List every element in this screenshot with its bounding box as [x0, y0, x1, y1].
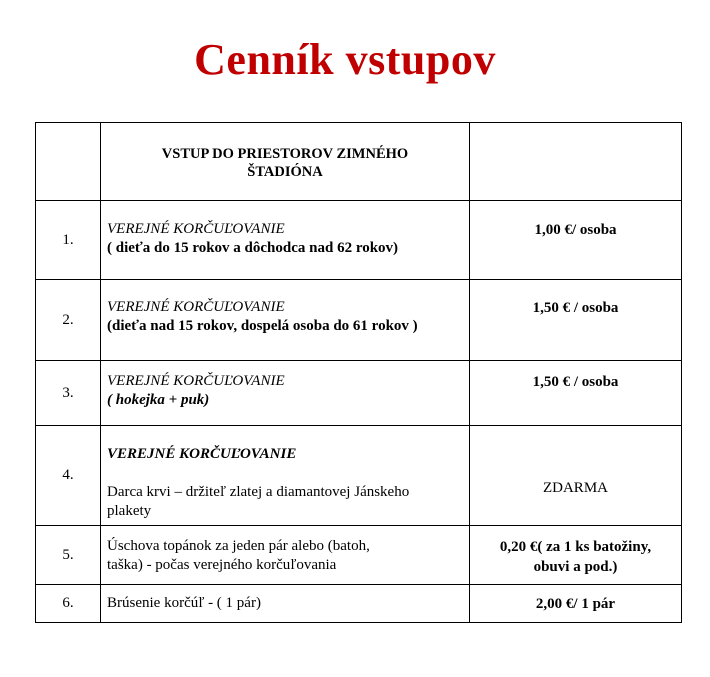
row-detail-line-1: Úschova topánok za jeden pár alebo (batoh,	[107, 538, 370, 554]
row-number: 3.	[36, 361, 101, 426]
row-detail: Brúsenie korčúľ - ( 1 pár)	[107, 595, 261, 611]
row-detail: ( dieťa do 15 rokov a dôchodca nad 62 rokov)	[107, 240, 399, 256]
price-text: 1,50 € / osoba	[532, 374, 619, 390]
row-number: 5.	[36, 526, 101, 585]
header-empty-cell	[470, 123, 682, 201]
price-line-2: obuvi a pod.)	[533, 559, 618, 575]
row-title: VEREJNÉ KORČUĽOVANIE	[107, 221, 285, 237]
row-detail-line-2: taška) - počas verejného korčuľovania	[107, 557, 337, 573]
row-price	[470, 280, 682, 361]
header-line-1: VSTUP DO PRIESTOROV ZIMNÉHO	[161, 146, 409, 162]
price-text: 1,00 €/ osoba	[534, 222, 617, 238]
table-row	[36, 280, 682, 361]
row-number: 6.	[36, 585, 101, 623]
price-text: 1,50 € / osoba	[532, 300, 619, 316]
row-description	[101, 526, 470, 585]
table-row	[36, 361, 682, 426]
row-detail: ( hokejka + puk)	[107, 392, 210, 408]
row-title: VEREJNÉ KORČUĽOVANIE	[107, 299, 285, 315]
row-description	[101, 280, 470, 361]
row-number: 4.	[36, 426, 101, 526]
header-line-2: ŠTADIÓNA	[247, 164, 323, 180]
row-description	[101, 201, 470, 280]
row-detail-line-1: Darca krvi – držiteľ zlatej a diamantovej Jánskeho	[107, 484, 410, 500]
table-header-row	[36, 123, 682, 201]
row-price	[470, 361, 682, 426]
row-price	[470, 201, 682, 280]
row-description	[101, 361, 470, 426]
table-row	[36, 426, 682, 526]
row-description	[101, 585, 470, 623]
table-row	[36, 585, 682, 623]
table-row	[36, 201, 682, 280]
row-price	[470, 585, 682, 623]
row-detail-line-2: plakety	[107, 503, 152, 519]
row-title: VEREJNÉ KORČUĽOVANIE	[107, 446, 297, 462]
row-title: VEREJNÉ KORČUĽOVANIE	[107, 373, 285, 389]
header-cell	[101, 123, 470, 201]
price-line-1: 0,20 €( za 1 ks batožiny,	[499, 539, 652, 555]
row-description	[101, 426, 470, 526]
page-title: Cenník vstupov	[194, 35, 496, 84]
row-detail: (dieťa nad 15 rokov, dospelá osoba do 61 rokov )	[107, 318, 418, 334]
row-number: 2.	[36, 280, 101, 361]
row-number: 1.	[36, 201, 101, 280]
row-price	[470, 426, 682, 526]
price-table	[35, 122, 682, 623]
header-empty-cell	[36, 123, 101, 201]
price-text: ZDARMA	[542, 480, 608, 496]
row-price	[470, 526, 682, 585]
price-text: 2,00 €/ 1 pár	[535, 595, 616, 612]
table-row	[36, 526, 682, 585]
